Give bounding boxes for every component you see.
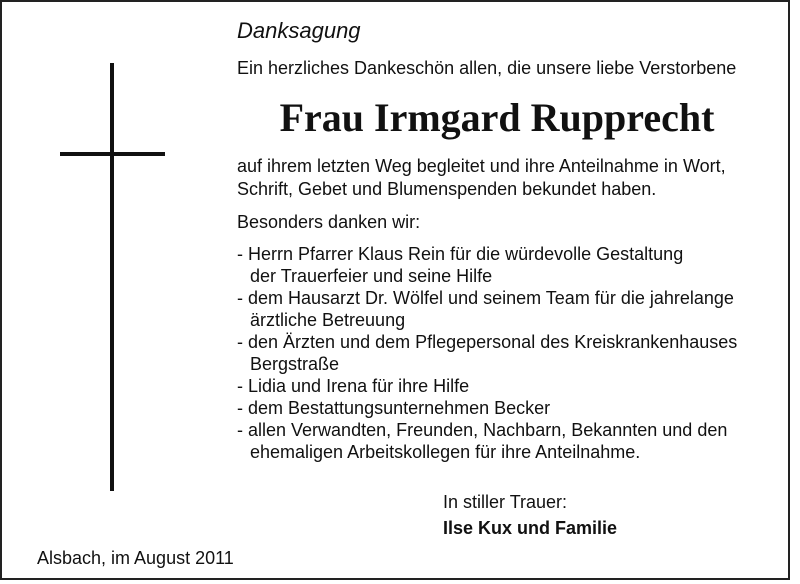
deceased-name: Frau Irmgard Rupprecht (279, 95, 715, 140)
notice-heading: Danksagung (237, 18, 361, 43)
notice-intro: Ein herzliches Dankeschön allen, die unsere liebe Verstorbene (237, 58, 737, 78)
place-date: Alsbach, im August 2011 (37, 548, 234, 568)
thanks-item: - Herrn Pfarrer Klaus Rein für die würdevolle Gestaltung der Trauerfeier und seine Hilfe (237, 243, 737, 287)
cross-vertical-bar (110, 63, 114, 491)
thanks-item: - dem Bestattungsunternehmen Becker (237, 397, 737, 419)
thanks-item: - dem Hausarzt Dr. Wölfel und seinem Team für die jahrelange ärztliche Betreuung (237, 287, 737, 331)
thanks-item: - allen Verwandten, Freunden, Nachbarn, Bekannten und den ehemaligen Arbeitskollegen für ihre Anteilnahme. (237, 419, 737, 463)
body-line: auf ihrem letzten Weg begleitet und ihre Anteilnahme in Wort, (237, 156, 726, 176)
body-line: Schrift, Gebet und Blumenspenden bekundet haben. (237, 179, 657, 199)
thanks-intro: Besonders danken wir: (237, 212, 421, 232)
notice-body (237, 155, 726, 201)
thanks-item: - den Ärzten und dem Pflegepersonal des Kreiskrankenhauses Bergstraße (237, 331, 737, 375)
cross-horizontal-bar (60, 152, 165, 156)
family-signature: Ilse Kux und Familie (443, 518, 618, 538)
mourning-label: In stiller Trauer: (443, 492, 568, 512)
thanks-item: - Lidia und Irena für ihre Hilfe (237, 375, 737, 397)
thanks-list (237, 243, 737, 463)
